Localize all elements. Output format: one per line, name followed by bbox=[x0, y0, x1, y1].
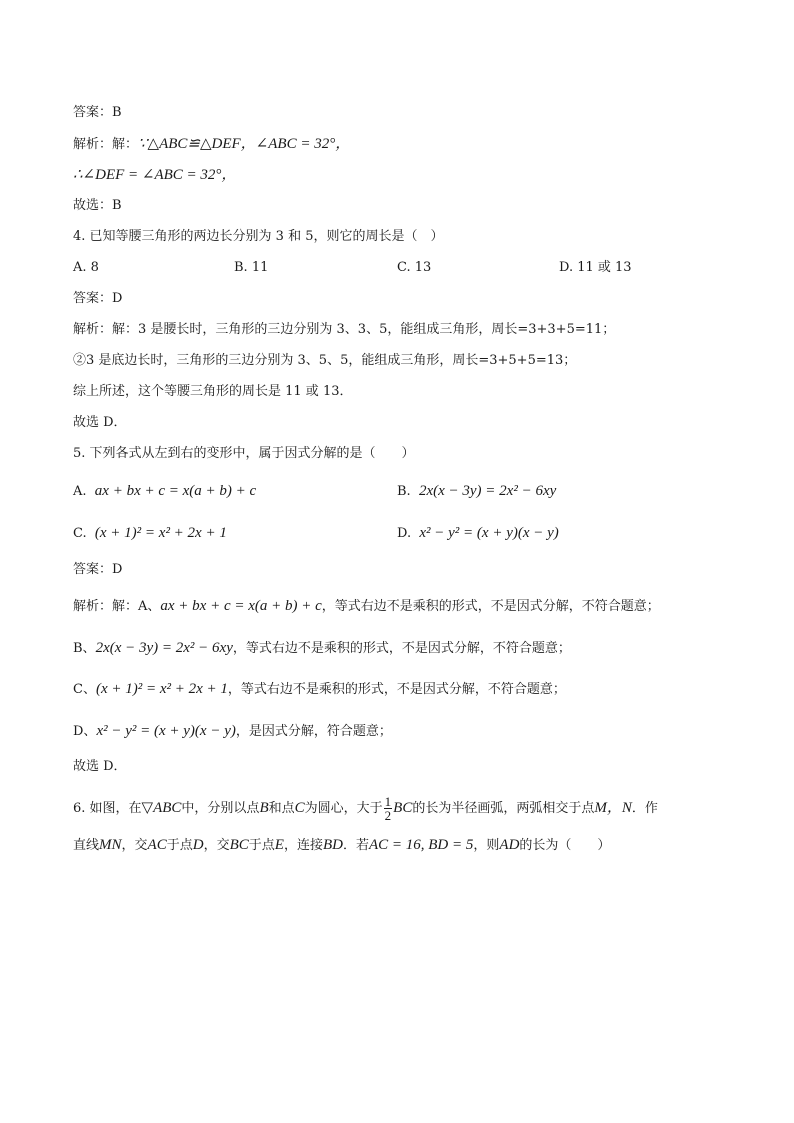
q5-analysis-c-math: (x + 1)² = x² + 2x + 1 bbox=[95, 681, 228, 697]
q6-segment-ac: AC bbox=[147, 837, 167, 853]
q4-analysis-line3: 综上所述，这个等腰三角形的周长是 11 或 13． bbox=[73, 384, 353, 399]
q5-option-b bbox=[397, 482, 556, 501]
q3-analysis-math: ∵△ABC≌△DEF，∠ABC = 32°， bbox=[138, 136, 351, 152]
q6-point-c: C bbox=[294, 800, 305, 816]
q4-answer: 答案：D bbox=[73, 291, 123, 306]
q6-line2 bbox=[73, 836, 610, 855]
q5-option-a-math: ax + bx + c = x(a + b) + c bbox=[94, 483, 257, 499]
q5-analysis-a-math: ax + bx + c = x(a + b) + c bbox=[160, 598, 322, 614]
q4-option-c: C. 13 bbox=[397, 260, 432, 275]
q5-analysis-b-math: 2x(x − 3y) = 2x² − 6xy bbox=[95, 640, 233, 656]
q5-conclusion: 故选 D． bbox=[73, 759, 127, 774]
q6-fraction bbox=[384, 795, 393, 822]
q3-analysis-prefix: 解析：解： bbox=[73, 137, 139, 152]
q6-line2-a: 直线 bbox=[73, 838, 100, 853]
q6-condition: AC = 16, BD = 5 bbox=[368, 837, 474, 853]
q5-option-b-label: B. bbox=[397, 484, 411, 499]
q5-analysis-d-text: ，是因式分解，符合题意； bbox=[235, 724, 392, 739]
q5-option-c bbox=[73, 524, 227, 543]
q5-analysis-c-text: ，等式右边不是乘积的形式，不是因式分解，不符合题意； bbox=[227, 682, 566, 697]
q5-option-d-math: x² − y² = (x + y)(x − y) bbox=[419, 525, 559, 541]
q6-segment-bc-2: BC bbox=[229, 837, 249, 853]
q6-line2-d: ，交 bbox=[203, 838, 230, 853]
q6-line2-e: 于点 bbox=[248, 838, 275, 853]
q6-point-b: B bbox=[259, 800, 269, 816]
q6-line2-c: 于点 bbox=[166, 838, 193, 853]
q6-line1-c: 和点 bbox=[268, 801, 295, 816]
q6-line1-e: 的长为半径画弧，两弧相交于点 bbox=[412, 801, 595, 816]
q6-segment-ad: AD bbox=[499, 837, 520, 853]
q6-line1-d: 为圆心，大于 bbox=[304, 801, 383, 816]
q5-analysis-b-prefix: B、 bbox=[73, 641, 96, 656]
q4-analysis-line2: ②3 是底边长时，三角形的三边分别为 3、5、5，能组成三角形，周长=3+5+5=13； bbox=[73, 353, 577, 368]
q3-conclusion: 故选：B bbox=[73, 198, 122, 213]
q4-analysis-line1: 解析：解：3 是腰长时，三角形的三边分别为 3、3、5，能组成三角形，周长=3+3+5=11； bbox=[73, 322, 616, 337]
q3-answer: 答案：B bbox=[73, 105, 122, 120]
q6-points-mn: M，N bbox=[594, 800, 632, 816]
q3-step2 bbox=[73, 166, 236, 185]
q6-fraction-denominator: 2 bbox=[384, 808, 392, 823]
q5-option-a-label: A. bbox=[73, 484, 87, 499]
q5-analysis-d bbox=[73, 722, 392, 741]
q5-option-c-math: (x + 1)² = x² + 2x + 1 bbox=[94, 525, 227, 541]
q4-conclusion: 故选 D． bbox=[73, 415, 127, 430]
q5-option-b-math: 2x(x − 3y) = 2x² − 6xy bbox=[418, 483, 557, 499]
q5-stem: 5. 下列各式从左到右的变形中，属于因式分解的是（ ） bbox=[73, 446, 415, 461]
q6-point-d: D bbox=[192, 837, 204, 853]
q4-stem: 4. 已知等腰三角形的两边长分别为 3 和 5，则它的周长是（ ） bbox=[73, 229, 444, 244]
q5-analysis-c bbox=[73, 680, 566, 699]
q6-triangle: ▽ABC bbox=[141, 800, 182, 816]
q5-analysis-b bbox=[73, 639, 571, 658]
q3-analysis bbox=[73, 135, 350, 154]
q6-line2-f: ，连接 bbox=[283, 838, 323, 853]
q5-option-c-label: C. bbox=[73, 526, 87, 541]
q6-line1-b: 中，分别以点 bbox=[181, 801, 260, 816]
q6-point-e: E bbox=[274, 837, 284, 853]
q6-line2-i: 的长为（ ） bbox=[519, 838, 611, 853]
q5-analysis-d-math: x² − y² = (x + y)(x − y) bbox=[96, 723, 236, 739]
q4-option-d: D. 11 或 13 bbox=[559, 260, 632, 275]
q4-option-b: B. 11 bbox=[234, 260, 269, 275]
q5-answer: 答案：D bbox=[73, 562, 123, 577]
q6-segment-bd: BD bbox=[322, 837, 343, 853]
q3-step2-math: ∴∠DEF = ∠ABC = 32°， bbox=[73, 167, 237, 183]
q5-option-a bbox=[73, 482, 256, 501]
q5-analysis-c-prefix: C、 bbox=[73, 682, 96, 697]
q6-fraction-numerator: 1 bbox=[384, 794, 392, 809]
q5-analysis-b-text: ，等式右边不是乘积的形式，不是因式分解，不符合题意； bbox=[232, 641, 571, 656]
q4-option-a: A. 8 bbox=[73, 260, 99, 275]
q6-line2-b: ，交 bbox=[121, 838, 148, 853]
q5-analysis-a-prefix: 解析：解：A、 bbox=[73, 599, 161, 614]
q6-line1-a: 6. 如图，在 bbox=[73, 801, 142, 816]
q6-line1-f: ．作 bbox=[631, 801, 658, 816]
q5-analysis-d-prefix: D、 bbox=[73, 724, 97, 739]
q6-line-mn: MN bbox=[99, 837, 122, 853]
q5-analysis-a-text: ，等式右边不是乘积的形式，不是因式分解，不符合题意； bbox=[321, 599, 660, 614]
q6-line2-h: ，则 bbox=[473, 838, 500, 853]
q5-analysis-a bbox=[73, 597, 660, 616]
q6-line1 bbox=[73, 795, 658, 822]
q6-segment-bc: BC bbox=[393, 800, 413, 816]
q5-option-d bbox=[397, 524, 559, 543]
q5-option-d-label: D. bbox=[397, 526, 412, 541]
q6-line2-g: ．若 bbox=[342, 838, 369, 853]
